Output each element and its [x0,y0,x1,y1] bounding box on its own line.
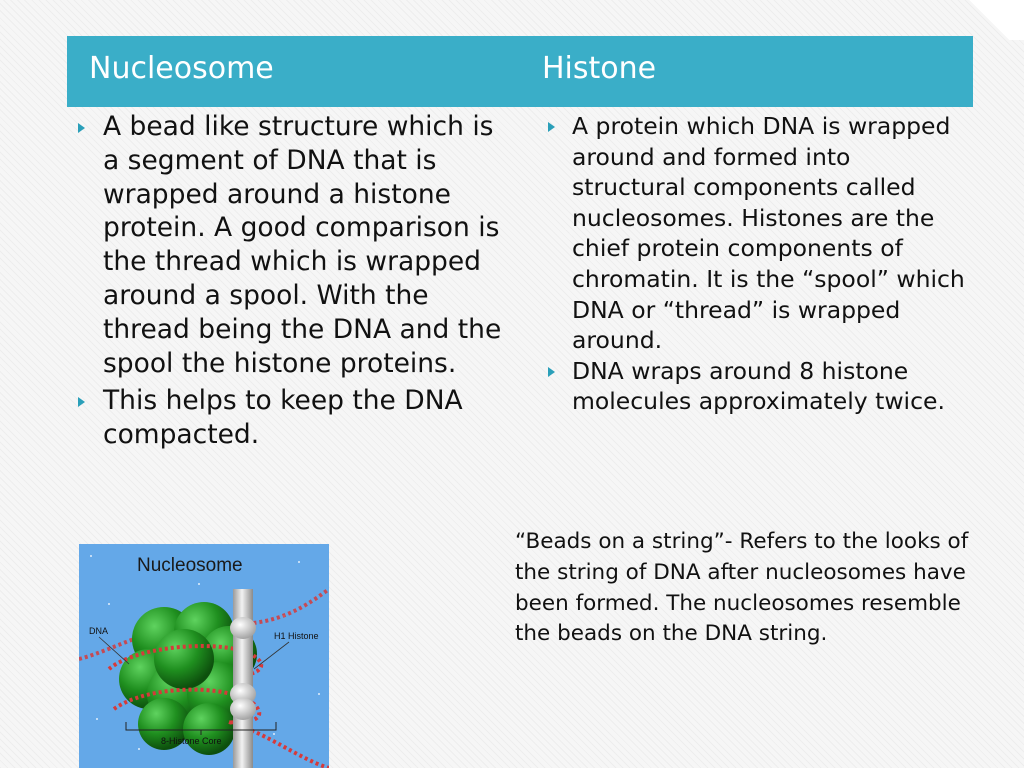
histone-heading: Histone [542,51,657,86]
arrow-bullet-icon [78,397,85,407]
h1-histone-label: H1 Histone [274,631,319,641]
histone-column [545,111,965,417]
arrow-bullet-icon [78,123,85,133]
nucleosome-diagram [79,544,329,768]
core-label: 8-Histone Core [161,736,222,746]
table-header [67,36,973,107]
figure-title: Nucleosome [137,555,243,576]
beads-on-string-note: “Beads on a string”- Refers to the looks of the string of DNA after nucleosomes have been formed. The nucleosomes resemble the beads on the DNA string. [515,529,969,647]
histone-bullet-list [545,111,965,417]
bullet-text: A protein which DNA is wrapped around and formed into structural components called nucleosomes. Histones are the chief protein components of chromatin. It is the “spool” which DNA or “thread” is wrapped around. [572,112,965,355]
arrow-bullet-icon [548,122,555,132]
nucleosome-illustration [79,544,329,768]
nucleosome-heading: Nucleosome [89,51,274,86]
list-item [545,356,965,417]
h1-label-line [254,642,289,669]
bullet-text: A bead like structure which is a segment of DNA that is wrapped around a histone protein. A good comparison is the thread which is wrapped around a spool. With the thread being the DNA and the spool the histone proteins. [103,111,502,379]
page-corner-decoration [954,0,1024,40]
bullet-text: This helps to keep the DNA compacted. [103,385,463,451]
bullet-text: DNA wraps around 8 histone molecules approximately twice. [572,356,945,416]
h1-bead-top [230,617,256,639]
list-item [75,384,505,452]
arrow-bullet-icon [548,367,555,377]
list-item [545,111,965,356]
list-item [75,110,505,380]
h1-bead-bottom [230,698,256,720]
dna-label: DNA [89,626,109,636]
nucleosome-bullet-list [75,110,505,452]
h1-histone-rod [233,589,253,768]
nucleosome-column [75,110,505,456]
